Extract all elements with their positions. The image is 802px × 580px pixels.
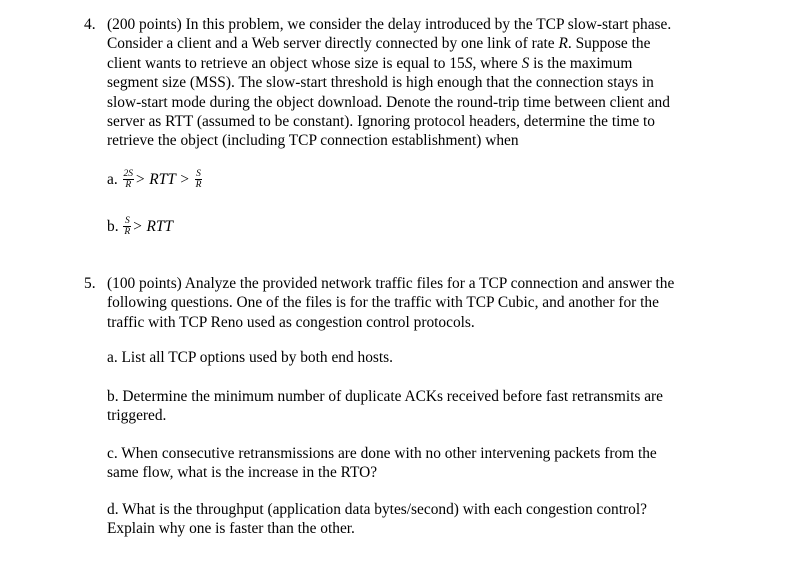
variable-s: S bbox=[464, 54, 473, 72]
question-4-line-6: server as RTT (assumed to be constant). Ignoring protocol headers, determine the time to bbox=[107, 113, 655, 131]
part-d-line-2: Explain why one is faster than the other. bbox=[107, 520, 355, 538]
question-4-line-5: slow-start mode during the object download. Denote the round-trip time between client and bbox=[107, 93, 670, 111]
question-5-line-2: following questions. One of the files is for the traffic with TCP Cubic, and another for the bbox=[107, 294, 659, 312]
fraction-s-over-r bbox=[195, 169, 203, 190]
question-4-line-3-end: is the maximum bbox=[529, 54, 633, 72]
question-4-line-7: retrieve the object (including TCP connection establishment) when bbox=[107, 132, 519, 150]
part-c-line-1: c. When consecutive retransmissions are done with no other intervening packets from the bbox=[107, 445, 657, 462]
fraction-denominator: R bbox=[124, 227, 131, 237]
question-4-line-3-mid: , where bbox=[472, 54, 522, 72]
question-5-line-3: traffic with TCP Reno used as congestion control protocols. bbox=[107, 313, 475, 331]
question-5-part-a bbox=[107, 348, 722, 367]
question-4-line-4: segment size (MSS). The slow-start threshold is high enough that the connection stays in bbox=[107, 74, 654, 92]
part-d-line-1: d. What is the throughput (application data bytes/second) with each congestion control? bbox=[107, 501, 647, 518]
fraction-numerator: S bbox=[196, 169, 201, 179]
fraction-denominator: R bbox=[125, 180, 132, 190]
question-4-number: 4. bbox=[84, 16, 96, 33]
question-4-line-3-text: client wants to retrieve an object whose size is equal to 15 bbox=[107, 54, 465, 72]
question-4-line-2-end: . Suppose the bbox=[567, 35, 651, 53]
case-b-relation: > RTT bbox=[132, 218, 173, 236]
fraction-s-over-r bbox=[123, 216, 131, 237]
question-5-part-b bbox=[107, 387, 722, 426]
question-4-text bbox=[107, 15, 722, 151]
fraction-numerator: 2S bbox=[123, 169, 134, 179]
case-a-relation: > RTT > bbox=[135, 171, 190, 189]
part-b-line-1: b. Determine the minimum number of duplicate ACKs received before fast retransmits are bbox=[107, 388, 664, 405]
question-4-case-a bbox=[107, 170, 203, 191]
part-b-line-2: triggered. bbox=[107, 407, 167, 425]
case-b-label: b. bbox=[107, 218, 119, 236]
question-4-line-2 bbox=[107, 34, 722, 53]
question-5-part-c bbox=[107, 444, 722, 483]
question-5-text bbox=[107, 274, 722, 332]
question-5-number: 5. bbox=[84, 275, 96, 292]
question-5-part-d bbox=[107, 500, 722, 539]
question-5-line-1: (100 points) Analyze the provided network traffic files for a TCP connection and answer the bbox=[107, 275, 675, 292]
question-4-line-1: (200 points) In this problem, we consider the delay introduced by the TCP slow-start phase. bbox=[107, 16, 672, 33]
variable-s: S bbox=[521, 54, 530, 72]
fraction-2s-over-r bbox=[123, 169, 135, 190]
case-a-label: a. bbox=[107, 171, 118, 189]
question-4-line-3 bbox=[107, 54, 722, 73]
question-4-case-b bbox=[107, 217, 173, 238]
question-4-line-2-text: Consider a client and a Web server directly connected by one link of rate bbox=[107, 35, 559, 53]
variable-r: R bbox=[558, 35, 568, 53]
part-c-line-2: same flow, what is the increase in the RTO? bbox=[107, 464, 378, 482]
fraction-numerator: S bbox=[124, 216, 130, 226]
fraction-denominator: R bbox=[195, 180, 202, 190]
part-a-line-1: a. List all TCP options used by both end hosts. bbox=[107, 349, 394, 366]
